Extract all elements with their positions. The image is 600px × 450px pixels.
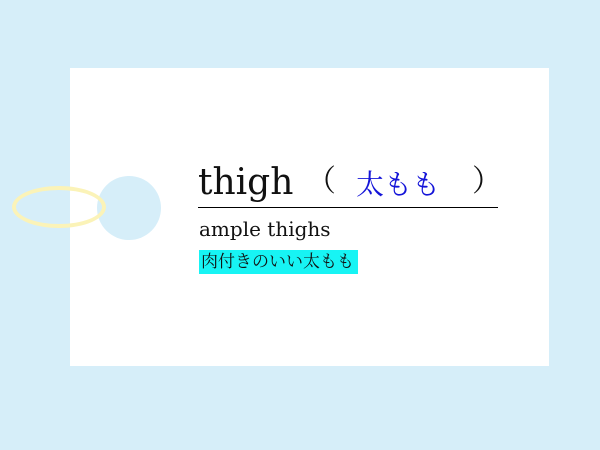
open-parenthesis: （ bbox=[306, 164, 336, 199]
card-punch-hole bbox=[97, 176, 161, 240]
example-translation: 肉付きのいい太もも bbox=[199, 250, 358, 274]
card-string-loop bbox=[12, 186, 106, 228]
headword: thigh bbox=[198, 162, 294, 203]
close-parenthesis: ） bbox=[472, 164, 502, 199]
headword-row bbox=[198, 161, 502, 208]
headword-meaning: 太もも bbox=[356, 168, 441, 201]
example-phrase: ample thighs bbox=[199, 217, 331, 241]
